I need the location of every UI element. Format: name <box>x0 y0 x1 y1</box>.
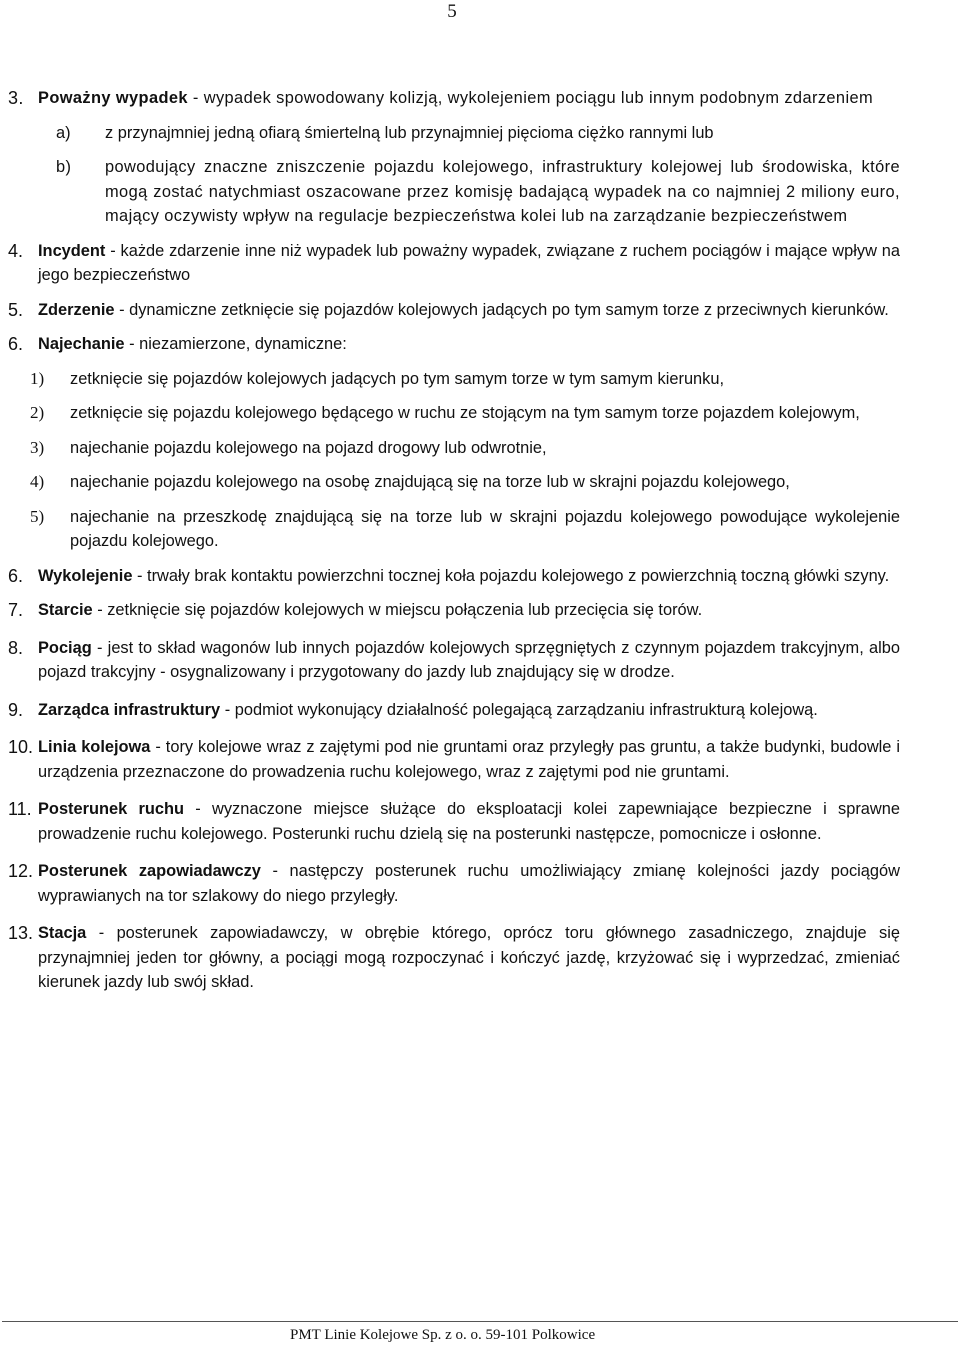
definition-text: - podmiot wykonujący działalność polegającą zarządzaniu infrastrukturą kolejową. <box>220 700 818 719</box>
definition-term: Posterunek ruchu <box>38 800 185 818</box>
definition-term: Incydent <box>38 241 106 260</box>
definition-text: - każde zdarzenie inne niż wypadek lub poważny wypadek, związane z ruchem pociągów i mające wpływ na jego bezpieczeństwo <box>38 241 900 284</box>
definition-term: Zarządca infrastruktury <box>38 700 221 719</box>
point-number: 1) <box>30 368 45 388</box>
definition-train <box>8 636 900 685</box>
definition-text: - wypadek spowodowany kolizją, wykolejeniem pociągu lub innym podobnym zdarzeniem <box>187 89 874 107</box>
point-text: najechanie na przeszkodę znajdującą się na torze lub w skrajni pojazdu kolejowego powodujące wykolejenie pojazdu kolejowego. <box>70 507 900 550</box>
point-number: 3) <box>30 437 45 457</box>
definition-term: Wykolejenie <box>38 566 133 585</box>
definition-text: - posterunek zapowiadawczy, w obrębie którego, oprócz toru głównego zasadniczego, znajduje się przynajmniej jeden tor główny, a pociągi mogą rozpoczynać i kończyć jazdę, krzyżować się i wyprzedzać, zmieniać kierunek jazdy lub swój skład. <box>38 924 900 991</box>
definition-text: - zetknięcie się pojazdów kolejowych w miejscu połączenia lub przecięcia się torów. <box>92 601 703 619</box>
definitions-list <box>8 86 900 995</box>
definition-number: 10. <box>8 737 34 757</box>
definition-number: 6. <box>8 334 24 354</box>
point-text: najechanie pojazdu kolejowego na pojazd drogowy lub odwrotnie, <box>70 438 547 457</box>
definition-collision <box>8 298 900 323</box>
sub-item-b <box>8 155 900 229</box>
point-2 <box>8 401 900 426</box>
definition-number: 3. <box>8 88 24 108</box>
definition-text: - niezamierzone, dynamiczne: <box>124 335 347 353</box>
definition-derailment <box>8 564 900 589</box>
definition-term: Pociąg <box>38 638 92 657</box>
point-number: 5) <box>30 506 45 526</box>
definition-number: 4. <box>8 240 24 261</box>
point-text: najechanie pojazdu kolejowego na osobę znajdującą się na torze lub w skrajni pojazdu kolejowego, <box>70 473 790 491</box>
sub-item-text: z przynajmniej jedną ofiarą śmiertelną lub przynajmniej pięcioma ciężko rannymi lub <box>105 123 714 142</box>
definition-run-into <box>8 332 900 357</box>
definition-incident <box>8 239 900 288</box>
sub-item-a <box>8 121 900 146</box>
definition-text: - dynamiczne zetknięcie się pojazdów kolejowych jadących po tym samym torze z przeciwnych kierunków. <box>114 300 889 319</box>
definition-number: 6. <box>8 565 24 586</box>
footer-divider <box>2 1321 958 1322</box>
point-text: zetknięcie się pojazdów kolejowych jadących po tym samym torze w tym samym kierunku, <box>70 369 725 388</box>
definition-text: - trwały brak kontaktu powierzchni tocznej koła pojazdu kolejowego z powierzchnią toczną główki szyny. <box>132 566 890 585</box>
point-3 <box>8 436 900 461</box>
sub-item-number: b) <box>56 158 72 176</box>
definition-station <box>8 921 900 995</box>
definition-text: - tory kolejowe wraz z zajętymi pod nie gruntami oraz przyległy pas gruntu, a także budynki, budowle i urządzenia przeznaczone do prowadzenia ruchu kolejowego, wraz z zajętymi pod nie gruntami. <box>38 738 900 781</box>
point-1 <box>8 367 900 392</box>
definition-number: 5. <box>8 299 24 320</box>
page-footer: PMT Linie Kolejowe Sp. z o. o. 59-101 Polkowice <box>290 1327 596 1343</box>
definition-number: 8. <box>8 637 24 658</box>
definition-term: Najechanie <box>38 335 125 353</box>
definition-number: 9. <box>8 699 24 720</box>
definition-term: Posterunek zapowiadawczy <box>38 862 261 880</box>
definition-infrastructure-manager <box>8 698 900 723</box>
point-text: zetknięcie się pojazdu kolejowego będącego w ruchu ze stojącym na tym samym torze pojazdem kolejowym, <box>70 404 860 422</box>
sub-item-text: powodujący znaczne zniszczenie pojazdu kolejowego, infrastruktury kolejowej lub środowiska, które mogą zostać natychmiast oszacowane przez komisję badającą wypadek na co najmniej 2 miliony euro, mający oczywisty wpływ na regulacje bezpieczeństwa kolei lub na zarządzanie bezpieczeństwem <box>105 158 900 225</box>
definition-term: Starcie <box>38 601 93 619</box>
definition-number: 13. <box>8 923 34 943</box>
definition-text: - wyznaczone miejsce służące do eksploatacji kolei zapewniające bezpieczne i sprawne prowadzenie ruchu kolejowego. Posterunki ruchu dzielą się na posterunki następcze, pomocnicze i osłonne. <box>38 800 900 843</box>
definition-traffic-post <box>8 797 900 846</box>
definition-number: 12. <box>8 861 34 881</box>
definition-term: Poważny wypadek <box>38 89 188 107</box>
sub-item-number: a) <box>56 123 71 142</box>
definition-text: - następczy posterunek ruchu umożliwiający zmianę kolejności jazdy pociągów wyprawianych na tor szlakowy do niego przyległy. <box>38 862 900 905</box>
definition-text: - jest to skład wagonów lub innych pojazdów kolejowych sprzęgniętych z czynnym pojazdem trakcyjnym, albo pojazd trakcyjny - osygnalizowany i przygotowany do jazdy lub znajdujący się w drodze. <box>38 638 900 681</box>
definition-railway-line <box>8 735 900 784</box>
point-number: 2) <box>30 403 45 422</box>
definition-term: Linia kolejowa <box>38 738 151 756</box>
definition-number: 7. <box>8 600 24 620</box>
point-4 <box>8 470 900 495</box>
point-5 <box>8 505 900 554</box>
definition-term: Zderzenie <box>38 300 115 319</box>
definition-number: 11. <box>8 799 32 819</box>
definition-serious-accident <box>8 86 900 111</box>
definition-side-collision <box>8 598 900 623</box>
definition-announcing-post <box>8 859 900 908</box>
page-number: 5 <box>447 1 457 22</box>
point-number: 4) <box>30 472 45 491</box>
definition-term: Stacja <box>38 924 87 942</box>
